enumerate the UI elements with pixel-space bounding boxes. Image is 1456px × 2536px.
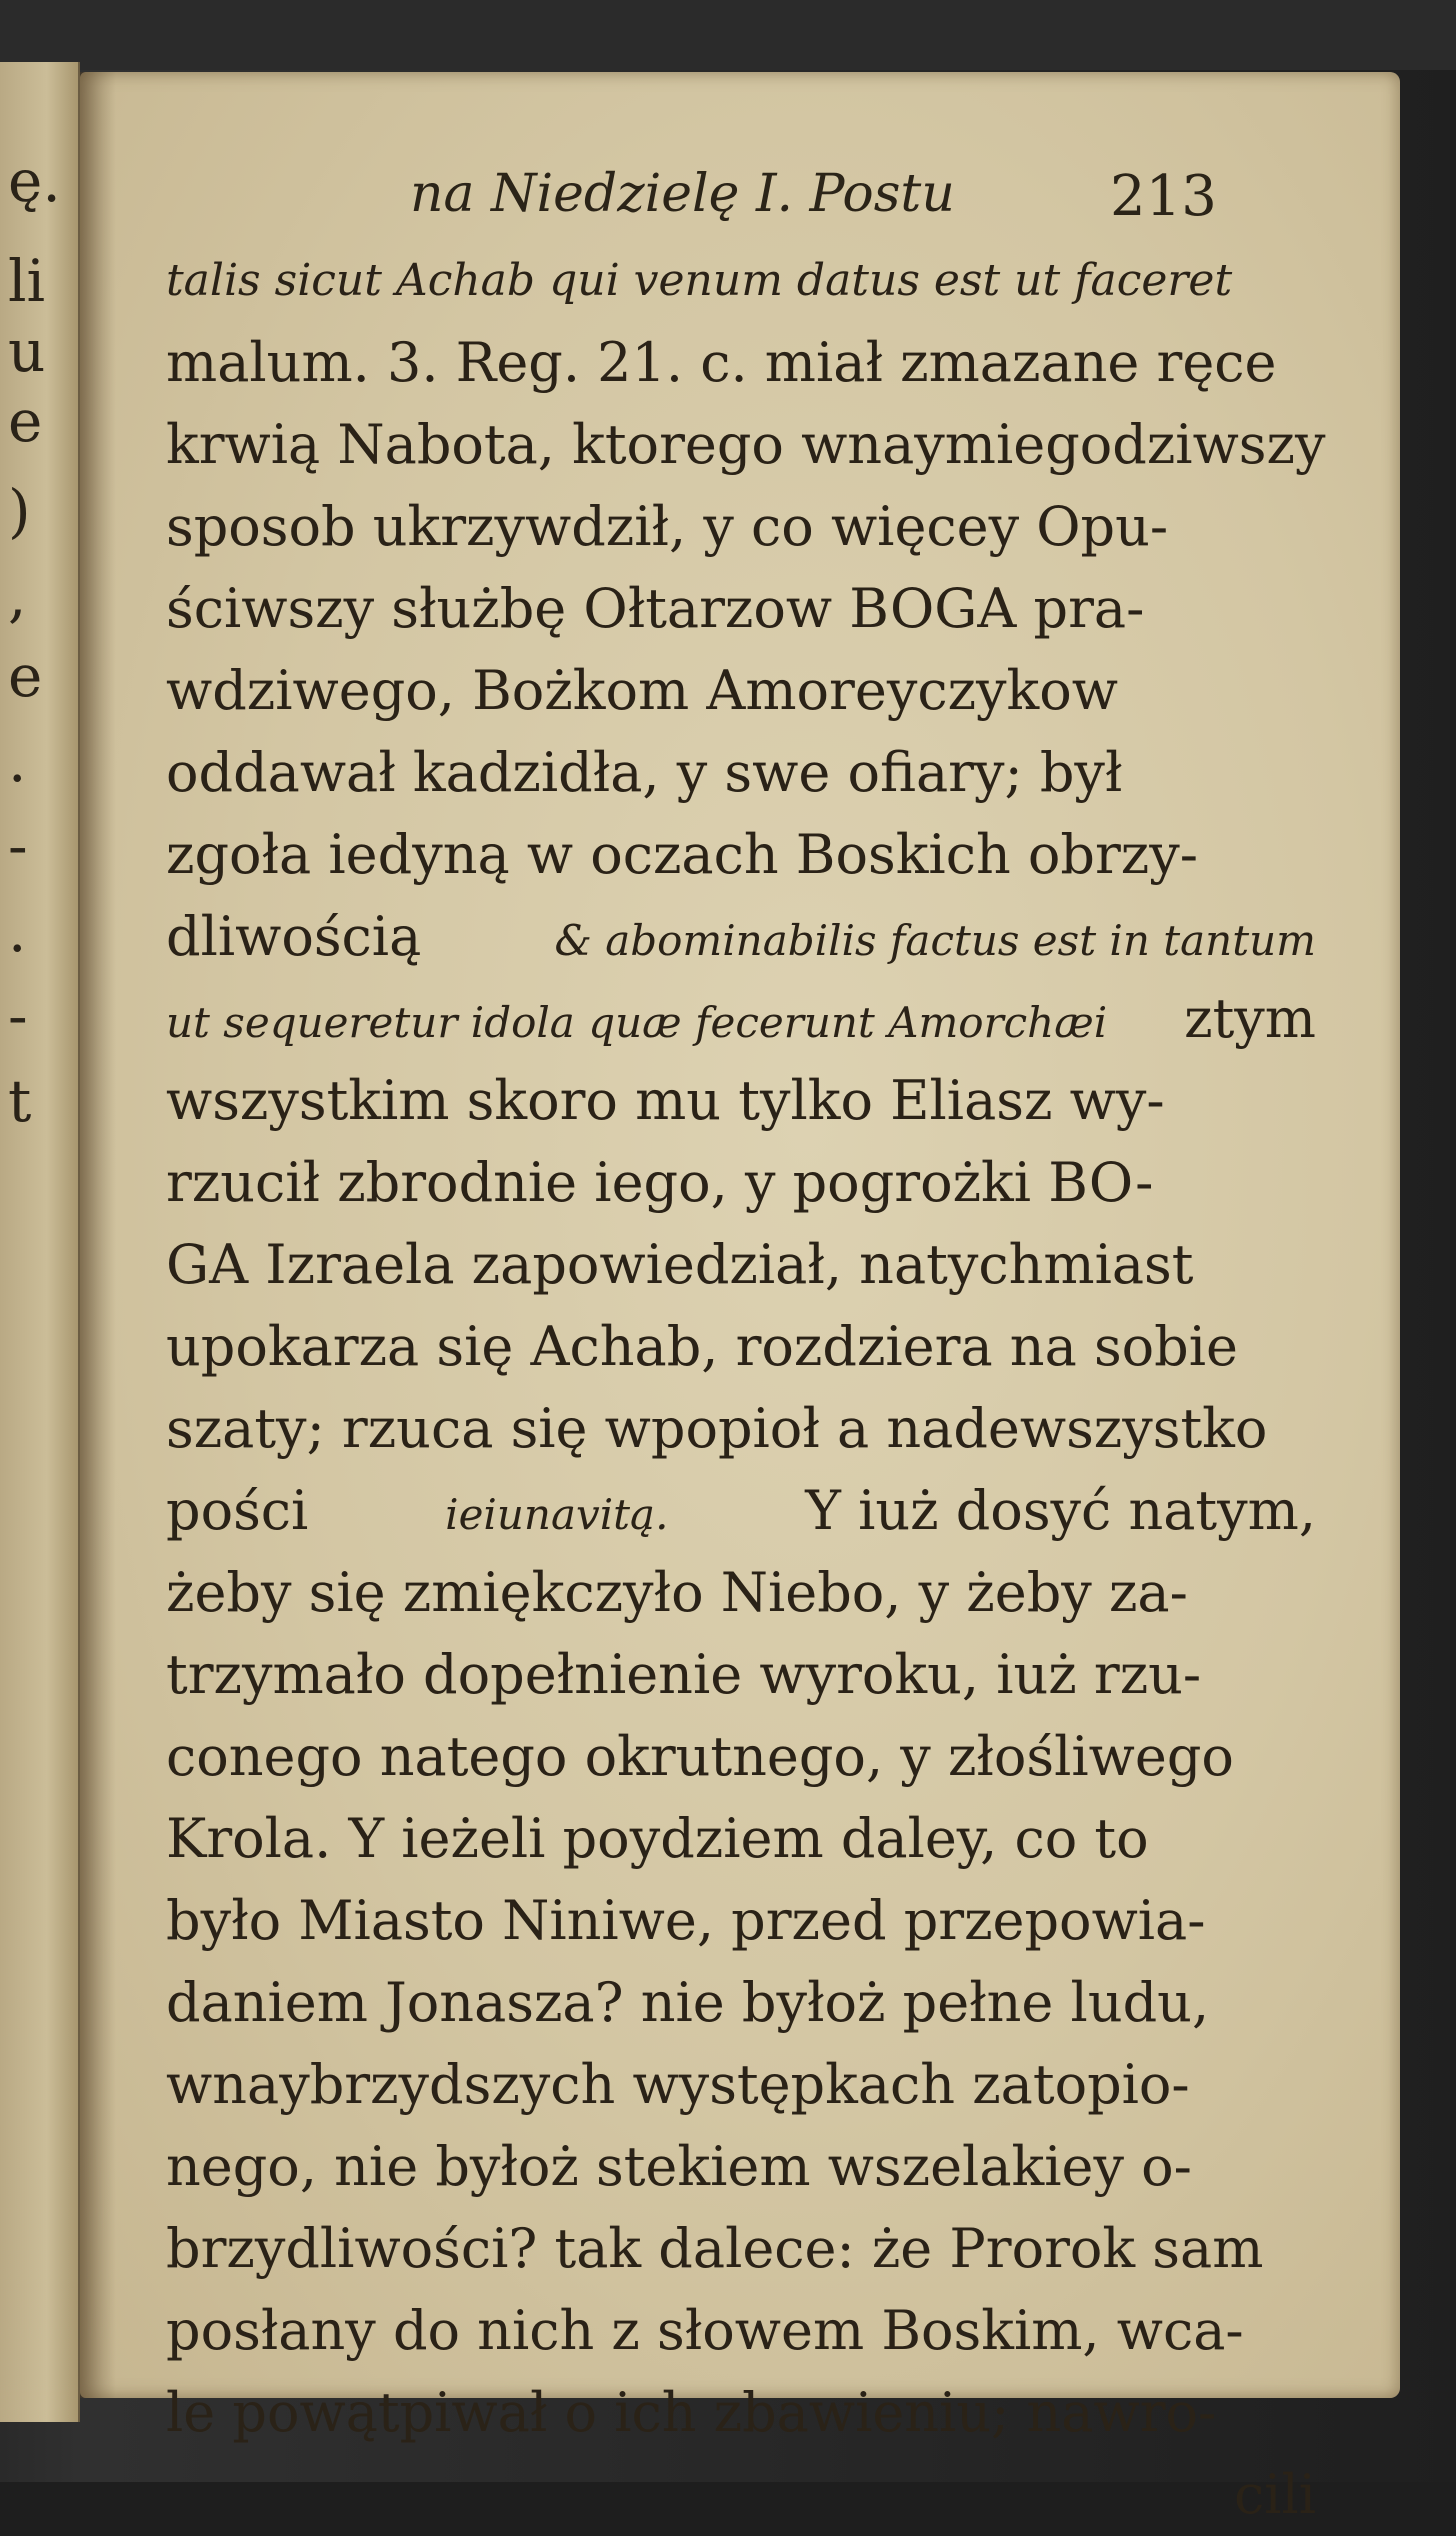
line-text: wnaybrzydszych występkach zatopio- — [166, 2053, 1190, 2116]
text-line — [166, 1552, 1316, 1634]
line-text: krwią Nabota, ktorego wnaymiegodziwszy — [166, 413, 1326, 476]
text-line — [166, 1716, 1316, 1798]
spine-shadow — [80, 72, 116, 2398]
text-line — [166, 1060, 1316, 1142]
line-text: conego natego okrutnego, y złośliwego — [166, 1725, 1234, 1788]
line-text: posłany do nich z słowem Boskim, wca- — [166, 2299, 1244, 2362]
line-text: trzymało dopełnienie wyroku, iuż rzu- — [166, 1643, 1202, 1706]
line-text: malum. 3. Reg. 21. c. miał zmazane ręce — [166, 331, 1277, 394]
text-line — [166, 1634, 1316, 1716]
text-line — [166, 1880, 1316, 1962]
line-text: było Miasto Niniwe, przed przepowia- — [166, 1889, 1206, 1952]
line-text: Krola. Y ieżeli poydziem daley, co to — [166, 1807, 1149, 1870]
edge-glyph: u — [8, 317, 46, 385]
line-text: ztym — [1184, 987, 1316, 1050]
edge-glyph: t — [8, 1067, 32, 1135]
text-line — [166, 2126, 1316, 2208]
edge-glyph: e — [8, 642, 43, 710]
line-text: daniem Jonasza? nie byłoż pełne ludu, — [166, 1971, 1210, 2034]
text-line — [166, 2044, 1316, 2126]
edge-glyph: e — [8, 387, 43, 455]
text-line — [166, 486, 1316, 568]
text-line — [166, 322, 1316, 404]
scanner-top-strip — [0, 0, 1456, 70]
line-text: nego, nie byłoż stekiem wszelakiey o- — [166, 2135, 1192, 2198]
text-line — [166, 404, 1326, 486]
edge-glyph: ę. — [8, 147, 61, 215]
text-line — [166, 1470, 1316, 1552]
catchword-text: cili — [1233, 2463, 1316, 2526]
line-text: szaty; rzuca się wpopioł a nadewszystko — [166, 1397, 1268, 1460]
line-text: wdziwego, Bożkom Amoreyczykow — [166, 659, 1118, 722]
text-line — [166, 2208, 1316, 2290]
latin-phrase: ut sequeretur idola quæ fecerunt Amorchæi — [166, 998, 1108, 1047]
line-text: dliwością — [166, 905, 422, 968]
text-line — [166, 732, 1316, 814]
line-text: wszystkim skoro mu tylko Eliasz wy- — [166, 1069, 1165, 1132]
latin-phrase: ieiunavitą. — [445, 1490, 669, 1539]
text-line — [166, 896, 1316, 978]
text-line — [166, 1306, 1316, 1388]
edge-glyph: . — [8, 897, 27, 965]
text-line — [166, 2290, 1316, 2372]
line-text: żeby się zmiękczyło Niebo, y żeby za- — [166, 1561, 1188, 1624]
line-text: brzydliwości? tak dalece: że Prorok sam — [166, 2217, 1264, 2280]
page-header — [80, 164, 1400, 234]
edge-glyph: li — [8, 247, 46, 315]
edge-glyph: . — [8, 727, 27, 795]
edge-glyph: - — [8, 812, 28, 880]
book-page — [80, 72, 1400, 2526]
edge-glyph: - — [8, 982, 28, 1050]
line-text: pości — [166, 1479, 309, 1542]
line-text: le powątpiwał o ich zbawieniu; nawro- — [166, 2381, 1217, 2444]
text-line — [166, 1962, 1316, 2044]
line-text: upokarza się Achab, rozdziera na sobie — [166, 1315, 1238, 1378]
running-title: na Niedzielę I. Postu — [410, 164, 955, 224]
edge-glyph: ) — [8, 477, 31, 545]
line-text: talis sicut Achab qui venum datus est ut faceret — [166, 255, 1233, 306]
text-line — [166, 1224, 1316, 1306]
edge-glyph: , — [8, 562, 27, 630]
text-line — [166, 814, 1316, 896]
line-text: oddawał kadzidła, y swe ofiary; był — [166, 741, 1123, 804]
line-text: sposob ukrzywdził, y co więcey Opu- — [166, 495, 1169, 558]
catchword — [166, 2454, 1316, 2536]
line-text: ściwszy służbę Ołtarzow BOGA pra- — [166, 577, 1145, 640]
text-line — [166, 568, 1316, 650]
text-line — [166, 1142, 1316, 1224]
text-line — [166, 650, 1316, 732]
page-number: 213 — [1110, 164, 1217, 229]
latin-phrase: & abominabilis factus est in tantum — [554, 916, 1316, 965]
previous-page-edge — [0, 62, 80, 2422]
line-text: Y iuż dosyć natym, — [805, 1479, 1316, 1542]
text-line — [166, 1388, 1316, 1470]
text-line — [166, 2372, 1316, 2454]
body-text — [166, 240, 1326, 2536]
text-line — [166, 240, 1316, 322]
text-line — [166, 1798, 1316, 1880]
text-line — [166, 978, 1316, 1060]
line-text: zgoła iedyną w oczach Boskich obrzy- — [166, 823, 1198, 886]
line-text: GA Izraela zapowiedział, natychmiast — [166, 1233, 1194, 1296]
line-text: rzucił zbrodnie iego, y pogrożki BO- — [166, 1151, 1154, 1214]
